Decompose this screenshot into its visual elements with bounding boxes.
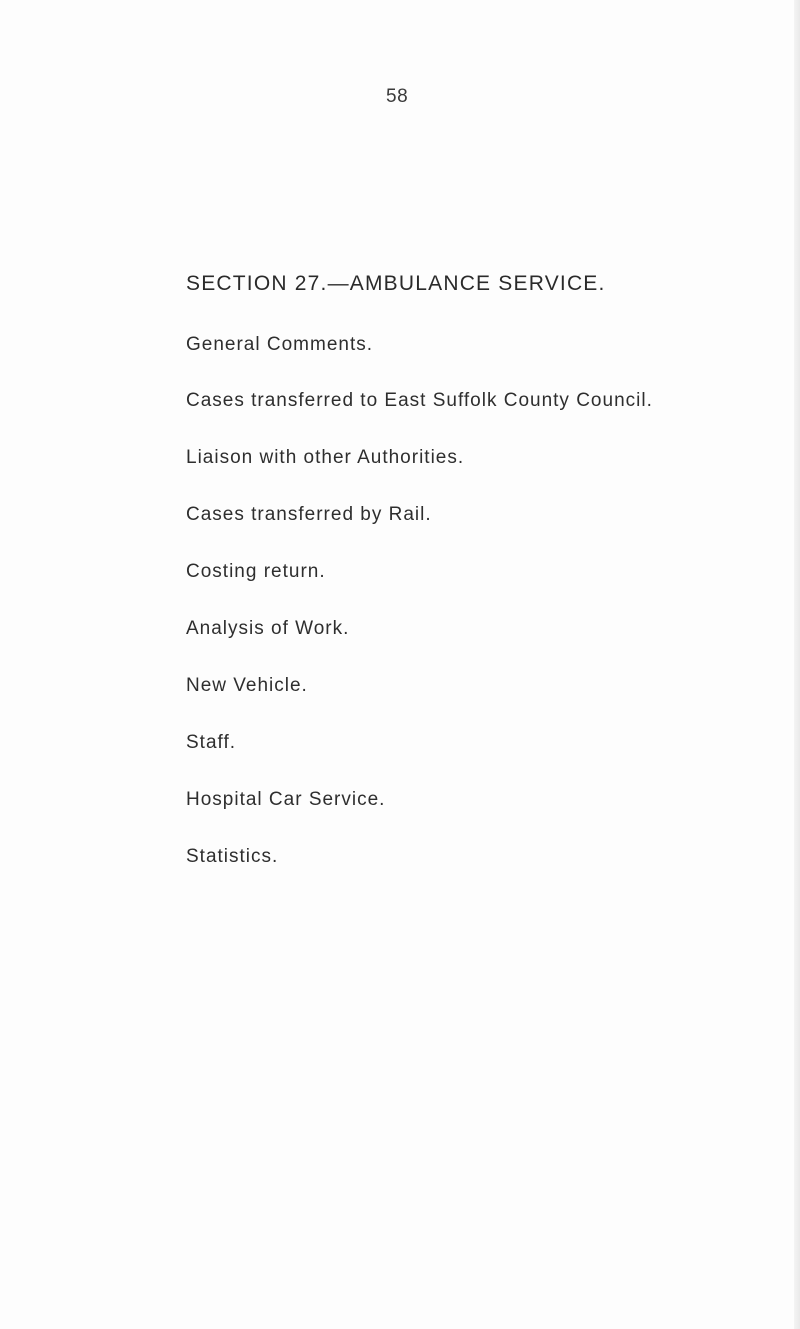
page-edge — [794, 0, 800, 1329]
contents-item-general-comments: General Comments. — [186, 334, 374, 355]
contents-item-analysis-of-work: Analysis of Work. — [186, 618, 350, 639]
contents-item-liaison: Liaison with other Authorities. — [186, 447, 465, 468]
page-number: 58 — [386, 86, 409, 107]
contents-item-staff: Staff. — [186, 732, 237, 753]
contents-item-hospital-car-service: Hospital Car Service. — [186, 789, 386, 810]
contents-item-costing-return: Costing return. — [186, 561, 326, 582]
section-title: SECTION 27.—AMBULANCE SERVICE. — [186, 272, 606, 295]
contents-item-statistics: Statistics. — [186, 846, 279, 867]
contents-item-new-vehicle: New Vehicle. — [186, 675, 308, 696]
contents-item-cases-transferred-east-suffolk: Cases transferred to East Suffolk County Council. — [186, 390, 653, 411]
contents-item-cases-transferred-rail: Cases transferred by Rail. — [186, 504, 432, 525]
